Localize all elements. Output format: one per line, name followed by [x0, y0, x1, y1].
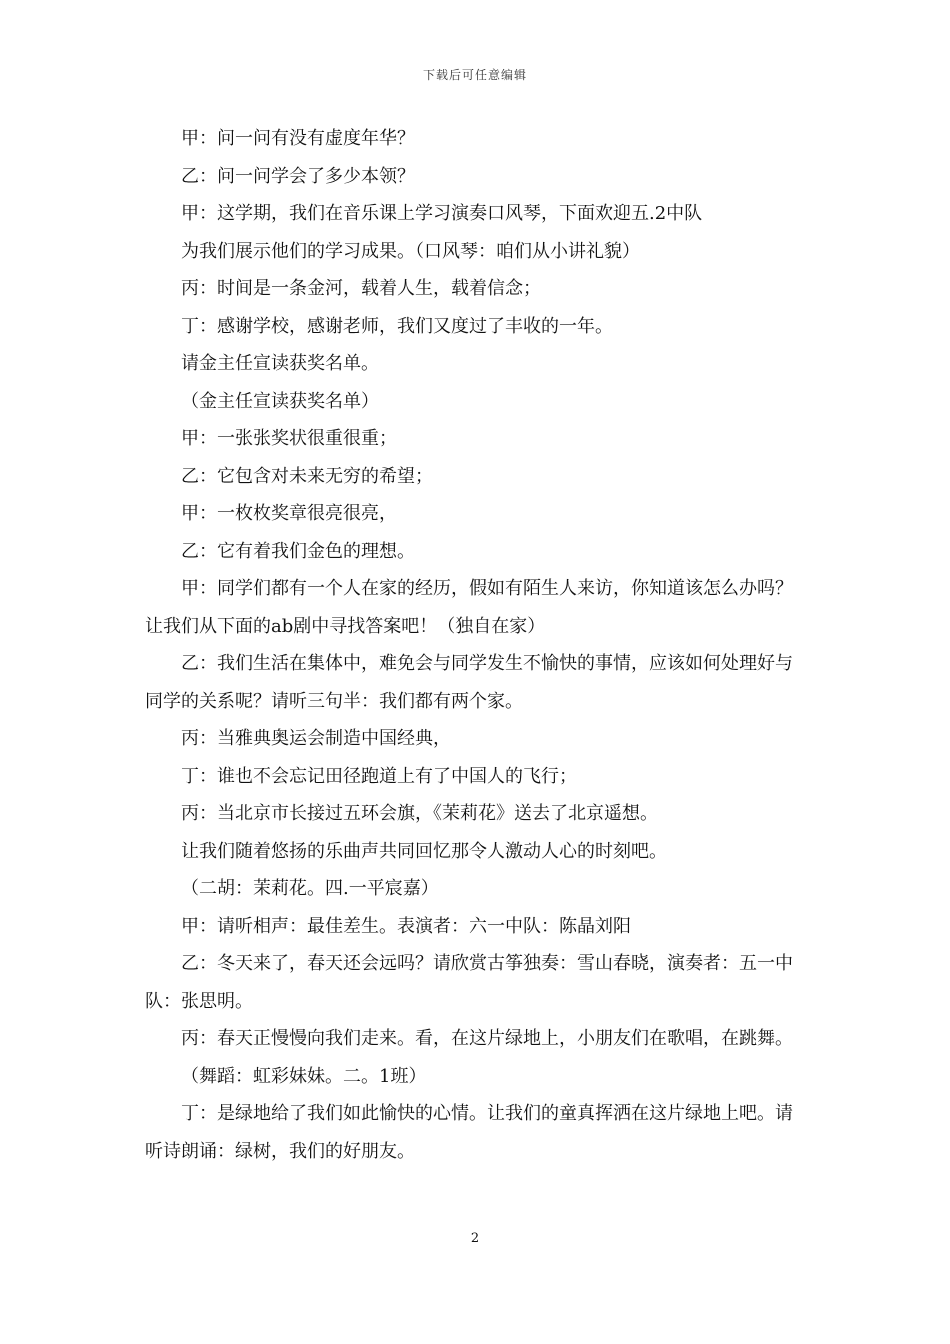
paragraph: 乙：冬天来了，春天还会远吗？请欣赏古筝独奏：雪山春晓，演奏者：五一中队：张思明。 [145, 953, 793, 1012]
paragraph: 甲：这学期，我们在音乐课上学习演奏口风琴，下面欢迎五.2中队 [181, 203, 703, 224]
paragraph: 乙：它包含对未来无穷的希望； [181, 465, 433, 487]
paragraph: 丁：感谢学校，感谢老师，我们又度过了丰收的一年。 [181, 315, 613, 337]
paragraph: 甲：同学们都有一个人在家的经历，假如有陌生人来访，你知道该怎么办吗？让我们从下面的ab剧中寻找答案吧！（独自在家） [145, 578, 793, 637]
paragraph: （金主任宣读获奖名单） [181, 390, 379, 412]
paragraph: 乙：问一问学会了多少本领？ [181, 165, 415, 187]
paragraph: （二胡：茉莉花。四.一平宸嘉） [181, 878, 439, 899]
paragraph: 丁：谁也不会忘记田径跑道上有了中国人的飞行； [181, 765, 577, 787]
paragraph: 请金主任宣读获奖名单。 [181, 353, 379, 374]
paragraph: 丙：当北京市长接过五环会旗，《茉莉花》送去了北京遥想。 [181, 803, 658, 824]
paragraph: 乙：我们生活在集体中，难免会与同学发生不愉快的事情，应该如何处理好与同学的关系呢？请听三句半：我们都有两个家。 [145, 653, 793, 712]
paragraph: 丙：春天正慢慢向我们走来。看，在这片绿地上，小朋友们在歌唱，在跳舞。 [181, 1028, 793, 1049]
page-number: 2 [470, 1231, 480, 1246]
paragraph: 让我们随着悠扬的乐曲声共同回忆那令人激动人心的时刻吧。 [181, 840, 667, 862]
document-body [145, 120, 810, 1170]
paragraph: （舞蹈：虹彩妹妹。二。1班） [181, 1065, 427, 1087]
paragraph: 甲：请听相声：最佳差生。表演者：六一中队：陈晶刘阳 [181, 915, 631, 937]
paragraph: 甲：问一问有没有虚度年华？ [181, 128, 415, 149]
paragraph: 丙：时间是一条金河，载着人生，载着信念； [181, 278, 541, 299]
paragraph: 为我们展示他们的学习成果。（口风琴：咱们从小讲礼貌） [181, 240, 640, 262]
page-header: 下载后可任意编辑 [422, 68, 527, 82]
paragraph: 甲：一张张奖状很重很重； [181, 428, 397, 449]
paragraph: 甲：一枚枚奖章很亮很亮， [181, 503, 397, 524]
paragraph: 乙：它有着我们金色的理想。 [181, 540, 415, 562]
paragraph: 丁：是绿地给了我们如此愉快的心情。让我们的童真挥洒在这片绿地上吧。请听诗朗诵：绿树，我们的好朋友。 [145, 1103, 793, 1162]
paragraph: 丙：当雅典奥运会制造中国经典， [181, 728, 451, 749]
